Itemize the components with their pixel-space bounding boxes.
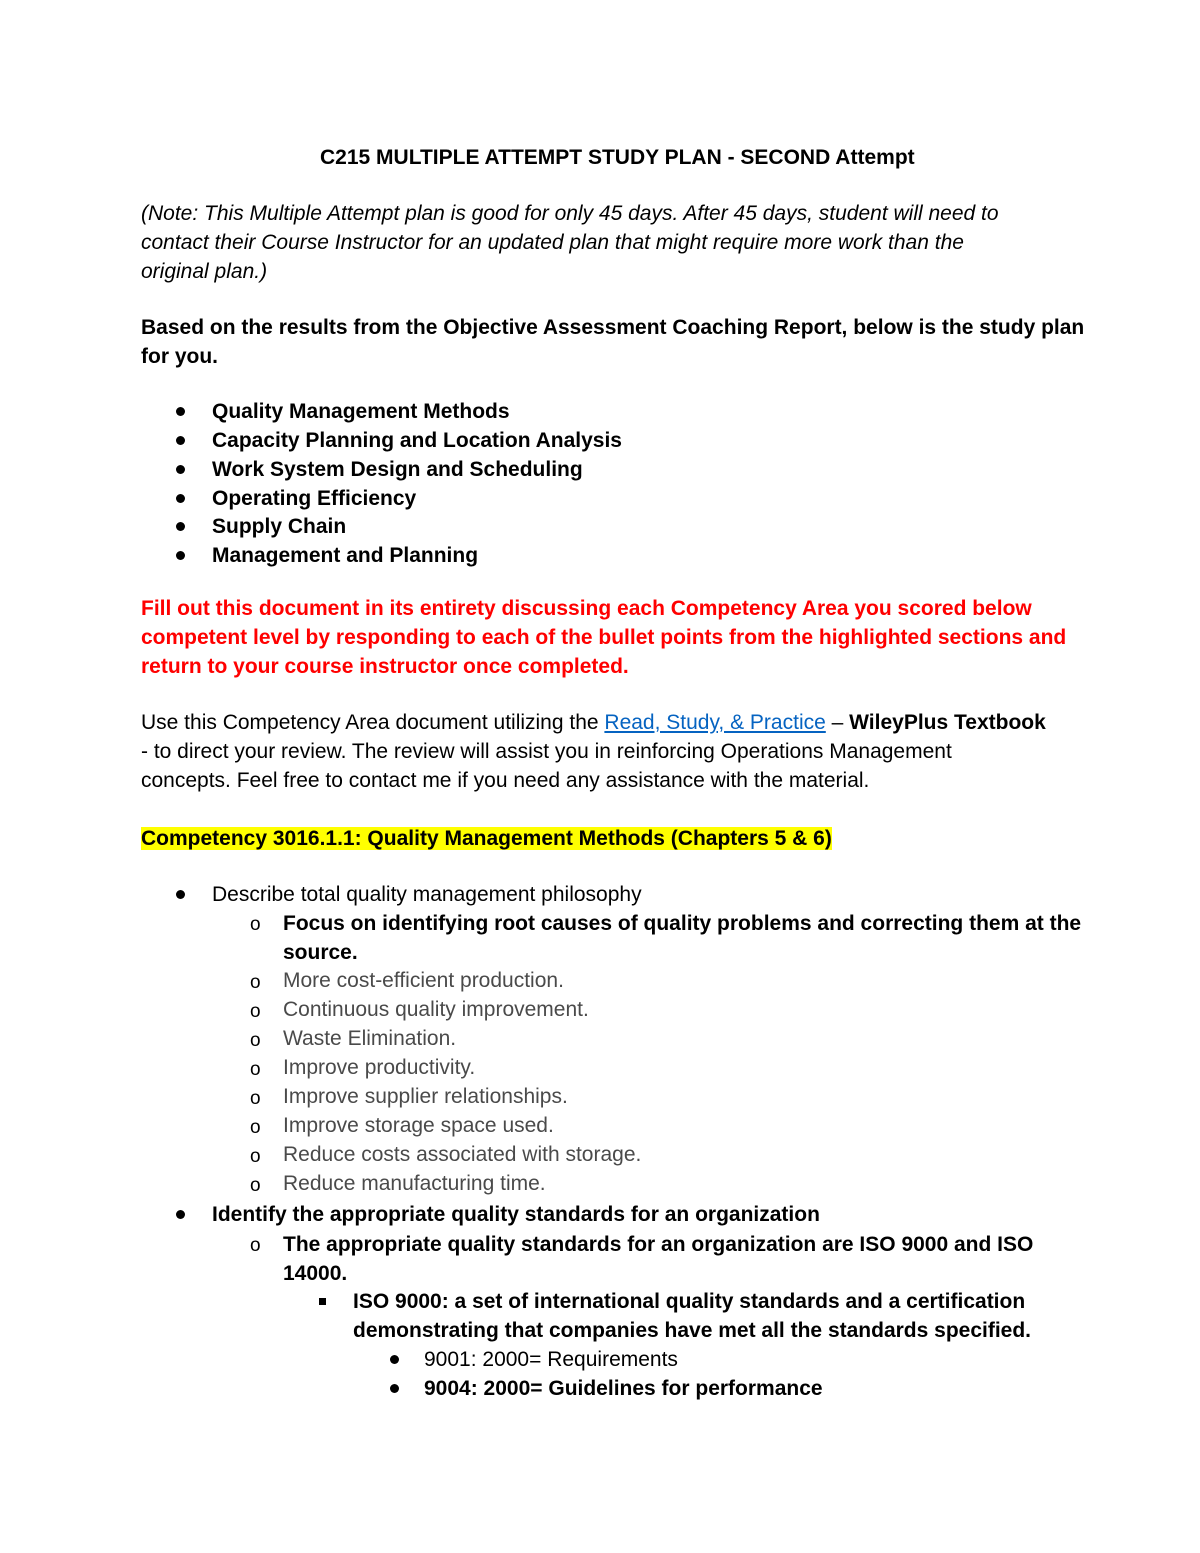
note-line-2: contact their Course Instructor for an updated plan that might require more work than the (141, 231, 964, 254)
iso-item: 9004: 2000= Guidelines for performance (424, 1377, 823, 1400)
area-item: Capacity Planning and Location Analysis (212, 429, 622, 452)
circle-bullet-icon: o (250, 1001, 261, 1022)
circle-bullet-icon: o (250, 1059, 261, 1080)
intro-line-1: Based on the results from the Objective Assessment Coaching Report, below is the study plan (141, 316, 1085, 339)
document-title: C215 MULTIPLE ATTEMPT STUDY PLAN - SECOND Attempt (320, 146, 915, 169)
area-item: Management and Planning (212, 544, 479, 567)
usage-line-1 (141, 712, 1046, 733)
sub-item: Improve supplier relationships. (283, 1085, 568, 1108)
sub-item: Reduce manufacturing time. (283, 1172, 546, 1195)
competency-heading: Competency 3016.1.1: Quality Management Methods (Chapters 5 & 6) (141, 827, 832, 850)
instruction-line-3: return to your course instructor once completed. (141, 655, 629, 678)
usage-prefix: Use this Competency Area document utilizing the (141, 711, 605, 734)
standards-line-1: The appropriate quality standards for an organization are ISO 9000 and ISO (283, 1233, 1034, 1256)
note-line-1: (Note: This Multiple Attempt plan is good for only 45 days. After 45 days, student will need to (141, 202, 999, 225)
note-line-3: original plan.) (141, 260, 268, 283)
sub-item: Improve productivity. (283, 1056, 476, 1079)
sub-bold-line-1: Focus on identifying root causes of quality problems and correcting them at the (283, 912, 1082, 935)
iso-line-2: demonstrating that companies have met all the standards specified. (353, 1319, 1032, 1342)
sub-bold-line-2: source. (283, 941, 358, 964)
sub-item: Waste Elimination. (283, 1027, 457, 1050)
bullet-dot-icon (176, 890, 185, 899)
standards-line-2: 14000. (283, 1262, 348, 1285)
circle-bullet-icon: o (250, 914, 261, 935)
instruction-line-2: competent level by responding to each of the bullet points from the highlighted sections and (141, 626, 1067, 649)
circle-bullet-icon: o (250, 1175, 261, 1196)
circle-bullet-icon: o (250, 1117, 261, 1138)
sub-item: Improve storage space used. (283, 1114, 554, 1137)
area-item: Work System Design and Scheduling (212, 458, 583, 481)
iso-item: 9001: 2000= Requirements (424, 1348, 678, 1371)
circle-bullet-icon: o (250, 1088, 261, 1109)
bullet-dot-icon (176, 1210, 185, 1219)
sub-item: Continuous quality improvement. (283, 998, 589, 1021)
area-item: Supply Chain (212, 515, 347, 538)
bullet-2-label: Identify the appropriate quality standards for an organization (212, 1203, 820, 1226)
bullet-dot-icon (390, 1384, 399, 1393)
usage-line-2: - to direct your review. The review will assist you in reinforcing Operations Management (141, 740, 952, 763)
instruction-line-1: Fill out this document in its entirety discussing each Competency Area you scored below (141, 597, 1032, 620)
usage-line-3: concepts. Feel free to contact me if you need any assistance with the material. (141, 769, 870, 792)
square-bullet-icon (319, 1298, 326, 1305)
circle-bullet-icon: o (250, 1146, 261, 1167)
circle-bullet-icon: o (250, 1030, 261, 1051)
bullet-dot-icon (176, 494, 185, 503)
textbook-name: WileyPlus Textbook (849, 711, 1046, 734)
intro-line-2: for you. (141, 345, 218, 368)
area-item: Quality Management Methods (212, 400, 510, 423)
circle-bullet-icon: o (250, 1235, 261, 1256)
bullet-dot-icon (390, 1355, 399, 1364)
bullet-dot-icon (176, 436, 185, 445)
bullet-dot-icon (176, 407, 185, 416)
bullet-dot-icon (176, 465, 185, 474)
iso-line-1: ISO 9000: a set of international quality standards and a certification (353, 1290, 1026, 1313)
usage-dash: – (825, 711, 850, 734)
bullet-dot-icon (176, 551, 185, 560)
bullet-dot-icon (176, 522, 185, 531)
circle-bullet-icon: o (250, 972, 261, 993)
sub-item: Reduce costs associated with storage. (283, 1143, 642, 1166)
read-study-practice-link[interactable]: Read, Study, & Practice (604, 711, 826, 734)
area-item: Operating Efficiency (212, 487, 417, 510)
sub-item: More cost-efficient production. (283, 969, 564, 992)
bullet-1-label: Describe total quality management philosophy (212, 883, 642, 906)
